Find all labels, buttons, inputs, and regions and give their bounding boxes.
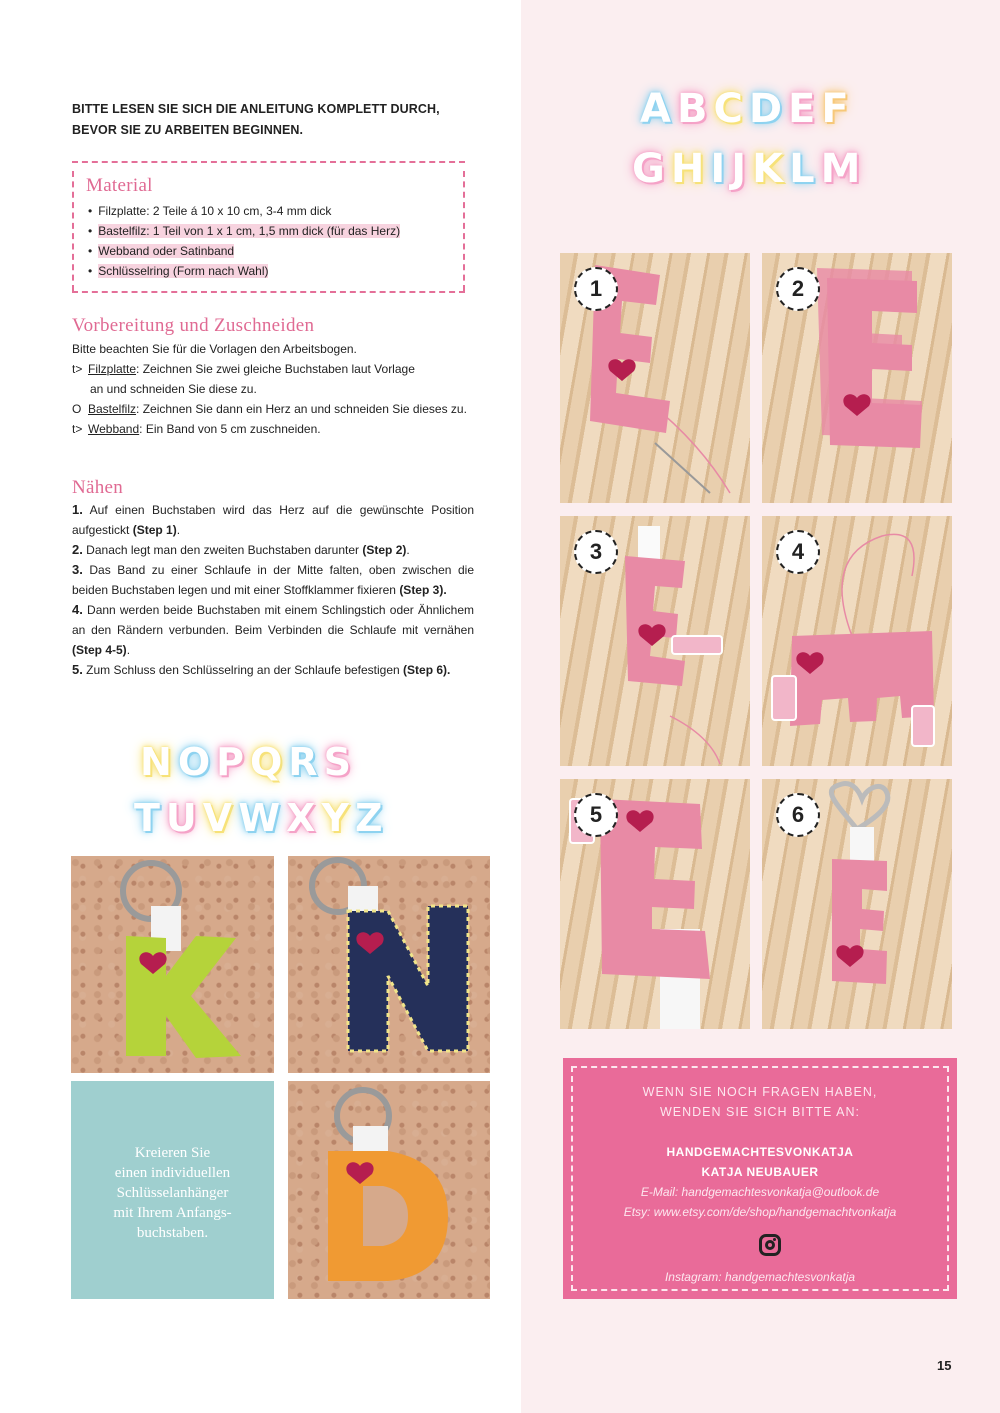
quote-line: einen individuellen [114, 1165, 231, 1181]
intro-text [72, 99, 492, 141]
neon-letter: G [632, 146, 671, 192]
neon-letter: M [820, 146, 867, 192]
contact-dashed-frame [571, 1066, 949, 1291]
step-number: 5. [72, 662, 83, 677]
step-photo-3 [560, 516, 750, 766]
prep-text: : Zeichnen Sie dann ein Herz an und schneiden Sie dieses zu. [136, 402, 467, 416]
step-text: Danach legt man den zweiten Buchstaben darunter [82, 543, 363, 557]
photo-keychain-d [288, 1081, 490, 1299]
naehen-step [72, 600, 474, 660]
neon-letter: N [140, 740, 178, 784]
prep-text: : Ein Band von 5 cm zuschneiden. [139, 422, 321, 436]
intro-line: BEVOR SIE ZU ARBEITEN BEGINNEN. [72, 123, 304, 137]
material-list [88, 201, 400, 281]
step-photo-5 [560, 779, 750, 1029]
step-badge-5: 5 [574, 793, 618, 837]
prep-mark: t> [72, 422, 83, 436]
step-number: 2. [72, 542, 83, 557]
material-item: • Filzplatte: 2 Teile á 10 x 10 cm, 3-4 mm dick [88, 201, 400, 221]
prep-step [72, 399, 492, 419]
neon-letter: A [640, 86, 677, 132]
step-text: Auf einen Buchstaben wird das Herz auf die gewünschte Position aufgestickt [72, 503, 474, 537]
naehen-step [72, 560, 474, 600]
step-number: 1. [72, 502, 83, 517]
neon-letter: H [670, 146, 711, 192]
quote-line: mit Ihrem Anfangs- [113, 1205, 232, 1221]
step-ref: (Step 1) [132, 523, 177, 537]
neon-letter: K [752, 146, 790, 192]
intro-line: BITTE LESEN SIE SICH DIE ANLEITUNG KOMPLETT DURCH, [72, 102, 440, 116]
neon-letter: F [821, 86, 855, 132]
prep-mark: t> [72, 362, 83, 376]
contact-question: WENN SIE NOCH FRAGEN HABEN, [642, 1085, 878, 1099]
contact-instagram[interactable]: Instagram: handgemachtesvonkatja [664, 1270, 856, 1284]
photo-keychain-n [288, 856, 490, 1073]
neon-letter: J [731, 146, 753, 192]
step-ref: (Step 6). [403, 663, 451, 677]
step-end: . [406, 543, 410, 557]
quote-line: Schlüsselanhänger [116, 1185, 229, 1201]
naehen-title: Nähen [72, 477, 124, 498]
step-ref: (Step 2) [362, 543, 407, 557]
neon-letter: C [713, 86, 749, 132]
material-item-text: Webband oder Satinband [98, 244, 235, 258]
prep-mark: O [72, 402, 82, 416]
neon-letter: V [202, 796, 239, 840]
neon-letter: Y [321, 796, 355, 840]
neon-alphabet-row-1 [640, 86, 855, 132]
prep-step [72, 359, 492, 399]
step-photo-2 [762, 253, 952, 503]
contact-question: WENDEN SIE SICH BITTE AN: [659, 1105, 861, 1119]
step-text: Dann werden beide Buchstaben mit einem Schlingstich oder Ähnlichem an den Rändern verbunden. Beim Verbinden die Schlaufe mit vernähen [72, 603, 474, 637]
neon-letter: R [288, 740, 324, 784]
neon-letter: E [788, 86, 822, 132]
keychain-d-illustration [288, 1081, 490, 1299]
neon-letter: O [177, 740, 217, 784]
contact-box [563, 1058, 957, 1299]
material-item [88, 261, 400, 281]
step-text: Das Band zu einer Schlaufe in der Mitte falten, oben zwischen die beiden Buchstaben legen und mit einer Stoffklammer fixieren [72, 563, 474, 597]
quote-line: buchstaben. [136, 1225, 209, 1241]
step-badge-6: 6 [776, 793, 820, 837]
prep-text-cont: an und schneiden Sie diese zu. [90, 382, 257, 396]
naehen-step [72, 540, 474, 560]
neon-letter: T [134, 796, 166, 840]
contact-etsy-link[interactable]: Etsy: www.etsy.com/de/shop/handgemachtvonkatja [623, 1205, 897, 1219]
step-photo-1 [560, 253, 750, 503]
contact-lines [573, 1082, 947, 1222]
step-photo-4 [762, 516, 952, 766]
neon-letter: I [710, 146, 732, 192]
neon-letter: Z [354, 796, 389, 840]
neon-alphabet-row-2 [632, 146, 866, 192]
keychain-k-illustration [71, 856, 274, 1073]
photo-keychain-k [71, 856, 274, 1073]
material-item [88, 221, 400, 241]
step-badge-1: 1 [574, 267, 618, 311]
neon-letter: B [676, 86, 714, 132]
step-badge-2: 2 [776, 267, 820, 311]
page-number: 15 [937, 1358, 952, 1373]
material-box [72, 161, 465, 293]
step-badge-4: 4 [776, 530, 820, 574]
material-item [88, 241, 400, 261]
prep-text: : Zeichnen Sie zwei gleiche Buchstaben laut Vorlage [136, 362, 415, 376]
naehen-section [72, 500, 474, 680]
quote-box [71, 1081, 274, 1299]
material-item-text: Schlüsselring (Form nach Wahl) [98, 264, 269, 278]
prep-intro: Bitte beachten Sie für die Vorlagen den Arbeitsbogen. [72, 342, 357, 356]
prep-title: Vorbereitung und Zuschneiden [72, 315, 315, 336]
neon-letter: U [165, 796, 203, 840]
prep-term: Webband [88, 422, 140, 436]
step-number: 4. [72, 602, 83, 617]
keychain-n-illustration [288, 856, 490, 1073]
material-item-text: Bastelfilz: 1 Teil von 1 x 1 cm, 1,5 mm dick (für das Herz) [98, 224, 401, 238]
neon-letter: D [748, 86, 789, 132]
step-number: 3. [72, 562, 83, 577]
naehen-step [72, 660, 474, 680]
step-badge-3: 3 [574, 530, 618, 574]
neon-alphabet-row-3 [140, 740, 357, 784]
prep-step [72, 419, 492, 439]
material-title: Material [86, 175, 153, 196]
neon-letter: S [323, 740, 357, 784]
neon-letter: L [789, 146, 821, 192]
step-end: . [176, 523, 181, 537]
quote-line: Kreieren Sie [134, 1145, 211, 1161]
step-ref: (Step 4-5) [72, 643, 127, 657]
prep-term: Filzplatte [88, 362, 137, 376]
contact-person: KATJA NEUBAUER [701, 1165, 819, 1179]
step-ref: (Step 3). [399, 583, 447, 597]
neon-letter: P [216, 740, 250, 784]
step-end: . [126, 643, 131, 657]
prep-section [72, 339, 492, 439]
neon-letter: W [238, 796, 287, 840]
instagram-icon [759, 1234, 781, 1256]
step-text: Zum Schluss den Schlüsselring an der Schlaufe befestigen [82, 663, 404, 677]
step-photo-6 [762, 779, 952, 1029]
contact-email[interactable]: E-Mail: handgemachtesvonkatja@outlook.de [640, 1185, 880, 1199]
prep-term: Bastelfilz [88, 402, 137, 416]
naehen-step [72, 500, 474, 540]
contact-brand: HANDGEMACHTESVONKATJA [666, 1145, 854, 1159]
neon-alphabet-row-4 [134, 796, 389, 840]
neon-letter: Q [249, 740, 289, 784]
neon-letter: X [286, 796, 322, 840]
